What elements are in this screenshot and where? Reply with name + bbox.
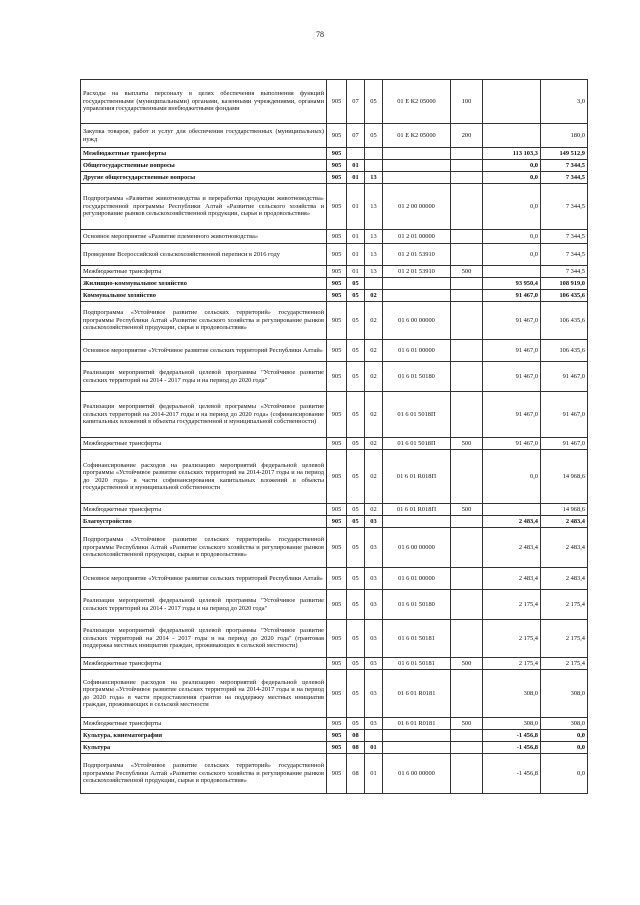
row-name-cell: Общегосударственные вопросы	[81, 160, 327, 172]
row-name-cell: Культура, кинематография	[81, 730, 327, 742]
subsection-code-cell: 05	[365, 80, 383, 124]
amount-total-cell: 7 344,5	[541, 160, 588, 172]
section-code-cell: 05	[347, 504, 365, 516]
table-row	[81, 504, 588, 516]
section-code-cell: 05	[347, 392, 365, 438]
subsection-code-cell: 02	[365, 450, 383, 504]
section-code-cell: 05	[347, 516, 365, 528]
section-code-cell: 08	[347, 742, 365, 754]
admin-code-cell: 905	[327, 302, 347, 340]
amount-total-cell: 106 435,6	[541, 290, 588, 302]
amount-total-cell: 2 175,4	[541, 658, 588, 670]
target-article-cell: 01 6 01 50181	[383, 620, 451, 658]
row-name-cell: Основное мероприятие «Развитие племенного животноводства»	[81, 230, 327, 244]
amount-total-cell: 2 483,4	[541, 568, 588, 590]
subsection-code-cell: 02	[365, 438, 383, 450]
row-name-cell: Закупка товаров, работ и услуг для обеспечения государственных (муниципальных) нужд	[81, 124, 327, 148]
admin-code-cell: 905	[327, 278, 347, 290]
admin-code-cell: 905	[327, 230, 347, 244]
expense-type-cell: 500	[451, 266, 483, 278]
amount-total-cell: 91 467,0	[541, 438, 588, 450]
target-article-cell: 01 6 01 R018П	[383, 504, 451, 516]
amount-change-cell: -1 456,8	[483, 730, 541, 742]
section-code-cell: 01	[347, 160, 365, 172]
target-article-cell	[383, 730, 451, 742]
amount-change-cell: 2 175,4	[483, 620, 541, 658]
expense-type-cell	[451, 184, 483, 230]
expense-type-cell	[451, 148, 483, 160]
amount-total-cell: 106 435,6	[541, 302, 588, 340]
target-article-cell	[383, 278, 451, 290]
budget-table	[80, 79, 588, 794]
target-article-cell	[383, 516, 451, 528]
section-code-cell: 05	[347, 718, 365, 730]
target-article-cell: 01 6 00 00000	[383, 302, 451, 340]
row-name-cell: Жилищно-коммунальное хозяйство	[81, 278, 327, 290]
amount-change-cell: -1 456,8	[483, 754, 541, 794]
amount-change-cell: 113 103,3	[483, 148, 541, 160]
expense-type-cell	[451, 244, 483, 266]
table-row	[81, 302, 588, 340]
target-article-cell: 01 6 01 R0181	[383, 718, 451, 730]
subsection-code-cell	[365, 278, 383, 290]
expense-type-cell	[451, 362, 483, 392]
table-row	[81, 340, 588, 362]
subsection-code-cell: 02	[365, 340, 383, 362]
row-name-cell: Межбюджетные трансферты	[81, 266, 327, 278]
target-article-cell: 01 2 01 00000	[383, 230, 451, 244]
amount-change-cell: 308,0	[483, 670, 541, 718]
amount-total-cell: 0,0	[541, 742, 588, 754]
amount-change-cell: 91 467,0	[483, 392, 541, 438]
row-name-cell: Другие общегосударственные вопросы	[81, 172, 327, 184]
section-code-cell: 01	[347, 244, 365, 266]
expense-type-cell	[451, 568, 483, 590]
table-row	[81, 742, 588, 754]
admin-code-cell: 905	[327, 244, 347, 266]
subsection-code-cell: 13	[365, 266, 383, 278]
row-name-cell: Реализация мероприятий федеральной целевой программы "Устойчивое развитие сельских территорий на 2014 - 2017 годы и на период до 2020 года" (грантовая поддержка местных инициатив граждан, проживающих в сельской местности)	[81, 620, 327, 658]
expense-type-cell	[451, 230, 483, 244]
admin-code-cell: 905	[327, 590, 347, 620]
amount-change-cell: 91 467,0	[483, 290, 541, 302]
amount-total-cell: 149 512,9	[541, 148, 588, 160]
row-name-cell: Основное мероприятие «Устойчивое развитие сельских территорий Республики Алтай»	[81, 568, 327, 590]
row-name-cell: Культура	[81, 742, 327, 754]
row-name-cell: Основное мероприятие «Устойчивое развитие сельских территорий Республики Алтай»	[81, 340, 327, 362]
row-name-cell: Реализация мероприятий федеральной целевой программы "Устойчивое развитие сельских территорий на 2014 - 2017 годы и на период до 2020 года"	[81, 362, 327, 392]
target-article-cell	[383, 148, 451, 160]
target-article-cell	[383, 160, 451, 172]
admin-code-cell: 905	[327, 290, 347, 302]
target-article-cell: 01 6 01 R0181	[383, 670, 451, 718]
section-code-cell: 08	[347, 754, 365, 794]
section-code-cell: 05	[347, 670, 365, 718]
section-code-cell: 07	[347, 80, 365, 124]
section-code-cell: 01	[347, 230, 365, 244]
target-article-cell: 01 6 00 00000	[383, 528, 451, 568]
expense-type-cell	[451, 528, 483, 568]
section-code-cell: 01	[347, 172, 365, 184]
table-row	[81, 266, 588, 278]
table-row	[81, 590, 588, 620]
expense-type-cell: 500	[451, 658, 483, 670]
amount-total-cell: 2 175,4	[541, 590, 588, 620]
target-article-cell: 01 Е К2 05000	[383, 80, 451, 124]
admin-code-cell: 905	[327, 516, 347, 528]
section-code-cell: 05	[347, 450, 365, 504]
subsection-code-cell	[365, 148, 383, 160]
subsection-code-cell	[365, 160, 383, 172]
amount-total-cell: 7 344,5	[541, 244, 588, 266]
expense-type-cell: 500	[451, 504, 483, 516]
amount-change-cell	[483, 504, 541, 516]
admin-code-cell: 905	[327, 670, 347, 718]
amount-change-cell: 2 175,4	[483, 658, 541, 670]
admin-code-cell: 905	[327, 172, 347, 184]
subsection-code-cell: 02	[365, 392, 383, 438]
amount-total-cell: 3,0	[541, 80, 588, 124]
amount-change-cell: 93 950,4	[483, 278, 541, 290]
section-code-cell: 05	[347, 340, 365, 362]
amount-change-cell: 2 483,4	[483, 516, 541, 528]
row-name-cell: Софинансирование расходов на реализацию мероприятий федеральной целевой программы «Устойчивое развитие сельских территорий на 2014-2017 годы и на период до 2020 года» в части предоставления грантов на поддержку местных инициатив граждан, проживающих в сельской местности	[81, 670, 327, 718]
admin-code-cell: 905	[327, 658, 347, 670]
expense-type-cell	[451, 160, 483, 172]
table-row	[81, 230, 588, 244]
table-row	[81, 172, 588, 184]
table-row	[81, 450, 588, 504]
admin-code-cell: 905	[327, 438, 347, 450]
admin-code-cell: 905	[327, 392, 347, 438]
section-code-cell: 07	[347, 124, 365, 148]
target-article-cell: 01 Е К2 05000	[383, 124, 451, 148]
row-name-cell: Коммунальное хозяйство	[81, 290, 327, 302]
amount-change-cell: 2 175,4	[483, 590, 541, 620]
amount-total-cell: 7 344,5	[541, 230, 588, 244]
admin-code-cell: 905	[327, 340, 347, 362]
table-row	[81, 658, 588, 670]
section-code-cell: 05	[347, 590, 365, 620]
expense-type-cell	[451, 742, 483, 754]
amount-total-cell: 308,0	[541, 670, 588, 718]
expense-type-cell	[451, 620, 483, 658]
amount-change-cell: 0,0	[483, 172, 541, 184]
amount-change-cell: 91 467,0	[483, 362, 541, 392]
section-code-cell: 01	[347, 266, 365, 278]
expense-type-cell	[451, 670, 483, 718]
section-code-cell	[347, 148, 365, 160]
subsection-code-cell: 03	[365, 568, 383, 590]
table-row	[81, 80, 588, 124]
subsection-code-cell: 02	[365, 290, 383, 302]
target-article-cell: 01 6 01 50181	[383, 658, 451, 670]
subsection-code-cell: 13	[365, 244, 383, 266]
table-row	[81, 148, 588, 160]
section-code-cell: 05	[347, 620, 365, 658]
expense-type-cell	[451, 392, 483, 438]
table-row	[81, 124, 588, 148]
expense-type-cell	[451, 590, 483, 620]
table-row	[81, 670, 588, 718]
amount-total-cell: 0,0	[541, 730, 588, 742]
subsection-code-cell: 03	[365, 670, 383, 718]
table-row	[81, 244, 588, 266]
target-article-cell	[383, 742, 451, 754]
target-article-cell: 01 6 01 00000	[383, 340, 451, 362]
amount-total-cell: 7 344,5	[541, 172, 588, 184]
target-article-cell: 01 6 01 00000	[383, 568, 451, 590]
amount-change-cell: 91 467,0	[483, 438, 541, 450]
amount-total-cell: 91 467,0	[541, 362, 588, 392]
admin-code-cell: 905	[327, 124, 347, 148]
admin-code-cell: 905	[327, 620, 347, 658]
amount-total-cell: 108 919,0	[541, 278, 588, 290]
amount-total-cell: 91 467,0	[541, 392, 588, 438]
admin-code-cell: 905	[327, 362, 347, 392]
target-article-cell: 01 6 01 R018П	[383, 450, 451, 504]
admin-code-cell: 905	[327, 504, 347, 516]
table-row	[81, 362, 588, 392]
amount-total-cell: 2 483,4	[541, 516, 588, 528]
section-code-cell: 08	[347, 730, 365, 742]
target-article-cell: 01 2 01 53910	[383, 244, 451, 266]
subsection-code-cell: 05	[365, 124, 383, 148]
expense-type-cell	[451, 172, 483, 184]
section-code-cell: 05	[347, 302, 365, 340]
expense-type-cell: 200	[451, 124, 483, 148]
row-name-cell: Проведение Всероссийской сельскохозяйственной переписи в 2016 году	[81, 244, 327, 266]
row-name-cell: Софинансирование расходов на реализацию мероприятий федеральной целевой программы «Устойчивое развитие сельских территорий на 2014-2017 годы и на период до 2020 года» в части софинансирования капитальных вложений в объекты государственной и муниципальной собственности	[81, 450, 327, 504]
section-code-cell: 05	[347, 528, 365, 568]
section-code-cell: 01	[347, 184, 365, 230]
table-row	[81, 516, 588, 528]
page-number: 78	[316, 30, 324, 39]
amount-change-cell: 2 483,4	[483, 528, 541, 568]
table-row	[81, 620, 588, 658]
amount-change-cell: 0,0	[483, 244, 541, 266]
target-article-cell: 01 6 01 5018П	[383, 438, 451, 450]
row-name-cell: Расходы на выплаты персоналу в целях обеспечения выполнения функций государственными (муниципальными) органами, казенными учреждениями, органами управления государственными внебюджетными фондами	[81, 80, 327, 124]
table-row	[81, 528, 588, 568]
admin-code-cell: 905	[327, 568, 347, 590]
subsection-code-cell: 01	[365, 754, 383, 794]
table-row	[81, 290, 588, 302]
subsection-code-cell	[365, 730, 383, 742]
row-name-cell: Межбюджетные трансферты	[81, 718, 327, 730]
amount-total-cell: 14 968,6	[541, 504, 588, 516]
section-code-cell: 05	[347, 290, 365, 302]
row-name-cell: Межбюджетные трансферты	[81, 658, 327, 670]
admin-code-cell: 905	[327, 148, 347, 160]
table-row	[81, 392, 588, 438]
row-name-cell: Реализация мероприятий федеральной целевой программы «Устойчивое развитие сельских территорий на 2014-2017 годы и на период до 2020 года» (софинансирование капитальных вложений в объекты государственной и муниципальной собственности)	[81, 392, 327, 438]
amount-total-cell: 0,0	[541, 754, 588, 794]
amount-total-cell: 180,0	[541, 124, 588, 148]
row-name-cell: Реализация мероприятий федеральной целевой программы "Устойчивое развитие сельских территорий на 2014 - 2017 годы и на период до 2020 года"	[81, 590, 327, 620]
expense-type-cell	[451, 278, 483, 290]
target-article-cell: 01 2 00 00000	[383, 184, 451, 230]
admin-code-cell: 905	[327, 528, 347, 568]
amount-total-cell: 7 344,5	[541, 266, 588, 278]
row-name-cell: Благоустройство	[81, 516, 327, 528]
row-name-cell: Подпрограмма «Устойчивое развитие сельских территорий» государственной программы Республики Алтай «Развитие сельского хозяйства и регулирование рынков сельскохозяйственной продукции, сырья и продовольствия»	[81, 302, 327, 340]
target-article-cell: 01 6 01 5018П	[383, 392, 451, 438]
subsection-code-cell: 02	[365, 362, 383, 392]
amount-total-cell: 2 483,4	[541, 528, 588, 568]
subsection-code-cell: 01	[365, 742, 383, 754]
target-article-cell	[383, 290, 451, 302]
table-row	[81, 438, 588, 450]
section-code-cell: 05	[347, 568, 365, 590]
amount-change-cell: 0,0	[483, 230, 541, 244]
subsection-code-cell: 03	[365, 620, 383, 658]
amount-total-cell: 7 344,5	[541, 184, 588, 230]
admin-code-cell: 905	[327, 450, 347, 504]
admin-code-cell: 905	[327, 80, 347, 124]
subsection-code-cell: 03	[365, 528, 383, 568]
amount-change-cell	[483, 124, 541, 148]
row-name-cell: Подпрограмма «Развитие животноводства и переработки продукции животноводства» государственной программы Республики Алтай «Развитие сельского хозяйства и регулирование рынков сельскохозяйственной продукции, сырья и продовольствия»	[81, 184, 327, 230]
amount-total-cell: 106 435,6	[541, 340, 588, 362]
expense-type-cell	[451, 450, 483, 504]
subsection-code-cell: 03	[365, 590, 383, 620]
target-article-cell: 01 6 01 50180	[383, 362, 451, 392]
table-row	[81, 160, 588, 172]
target-article-cell: 01 6 01 50180	[383, 590, 451, 620]
expense-type-cell	[451, 516, 483, 528]
expense-type-cell: 500	[451, 718, 483, 730]
amount-change-cell: 91 467,0	[483, 302, 541, 340]
subsection-code-cell: 02	[365, 504, 383, 516]
section-code-cell: 05	[347, 438, 365, 450]
table-row	[81, 184, 588, 230]
amount-change-cell: 91 467,0	[483, 340, 541, 362]
subsection-code-cell: 13	[365, 184, 383, 230]
amount-change-cell: -1 456,8	[483, 742, 541, 754]
expense-type-cell	[451, 302, 483, 340]
admin-code-cell: 905	[327, 730, 347, 742]
amount-change-cell: 2 483,4	[483, 568, 541, 590]
admin-code-cell: 905	[327, 754, 347, 794]
expense-type-cell: 100	[451, 80, 483, 124]
section-code-cell: 05	[347, 362, 365, 392]
expense-type-cell	[451, 290, 483, 302]
amount-change-cell: 0,0	[483, 184, 541, 230]
expense-type-cell	[451, 754, 483, 794]
subsection-code-cell: 03	[365, 658, 383, 670]
subsection-code-cell: 02	[365, 302, 383, 340]
row-name-cell: Межбюджетные трансферты	[81, 438, 327, 450]
row-name-cell: Межбюджетные трансферты	[81, 504, 327, 516]
target-article-cell: 01 6 00 00000	[383, 754, 451, 794]
subsection-code-cell: 03	[365, 516, 383, 528]
table-row	[81, 754, 588, 794]
subsection-code-cell: 13	[365, 230, 383, 244]
subsection-code-cell: 03	[365, 718, 383, 730]
row-name-cell: Межбюджетные трансферты	[81, 148, 327, 160]
expense-type-cell	[451, 340, 483, 362]
admin-code-cell: 905	[327, 266, 347, 278]
subsection-code-cell: 13	[365, 172, 383, 184]
amount-total-cell: 14 968,6	[541, 450, 588, 504]
amount-change-cell: 308,0	[483, 718, 541, 730]
expense-type-cell	[451, 730, 483, 742]
row-name-cell: Подпрограмма «Устойчивое развитие сельских территорий» государственной программы Республики Алтай «Развитие сельского хозяйства и регулирование рынков сельскохозяйственной продукции, сырья и продовольствия»	[81, 528, 327, 568]
amount-total-cell: 308,0	[541, 718, 588, 730]
admin-code-cell: 905	[327, 184, 347, 230]
amount-change-cell	[483, 80, 541, 124]
table-row	[81, 278, 588, 290]
section-code-cell: 05	[347, 658, 365, 670]
expense-type-cell: 500	[451, 438, 483, 450]
amount-change-cell: 0,0	[483, 450, 541, 504]
row-name-cell: Подпрограмма «Устойчивое развитие сельских территорий» государственной программы Республики Алтай «Развитие сельского хозяйства и регулирование рынков сельскохозяйственной продукции, сырья и продовольствия»	[81, 754, 327, 794]
target-article-cell: 01 2 01 53910	[383, 266, 451, 278]
table-row	[81, 730, 588, 742]
amount-total-cell: 2 175,4	[541, 620, 588, 658]
target-article-cell	[383, 172, 451, 184]
admin-code-cell: 905	[327, 160, 347, 172]
table-row	[81, 568, 588, 590]
admin-code-cell: 905	[327, 718, 347, 730]
admin-code-cell: 905	[327, 742, 347, 754]
section-code-cell: 05	[347, 278, 365, 290]
amount-change-cell: 0,0	[483, 160, 541, 172]
amount-change-cell	[483, 266, 541, 278]
table-row	[81, 718, 588, 730]
